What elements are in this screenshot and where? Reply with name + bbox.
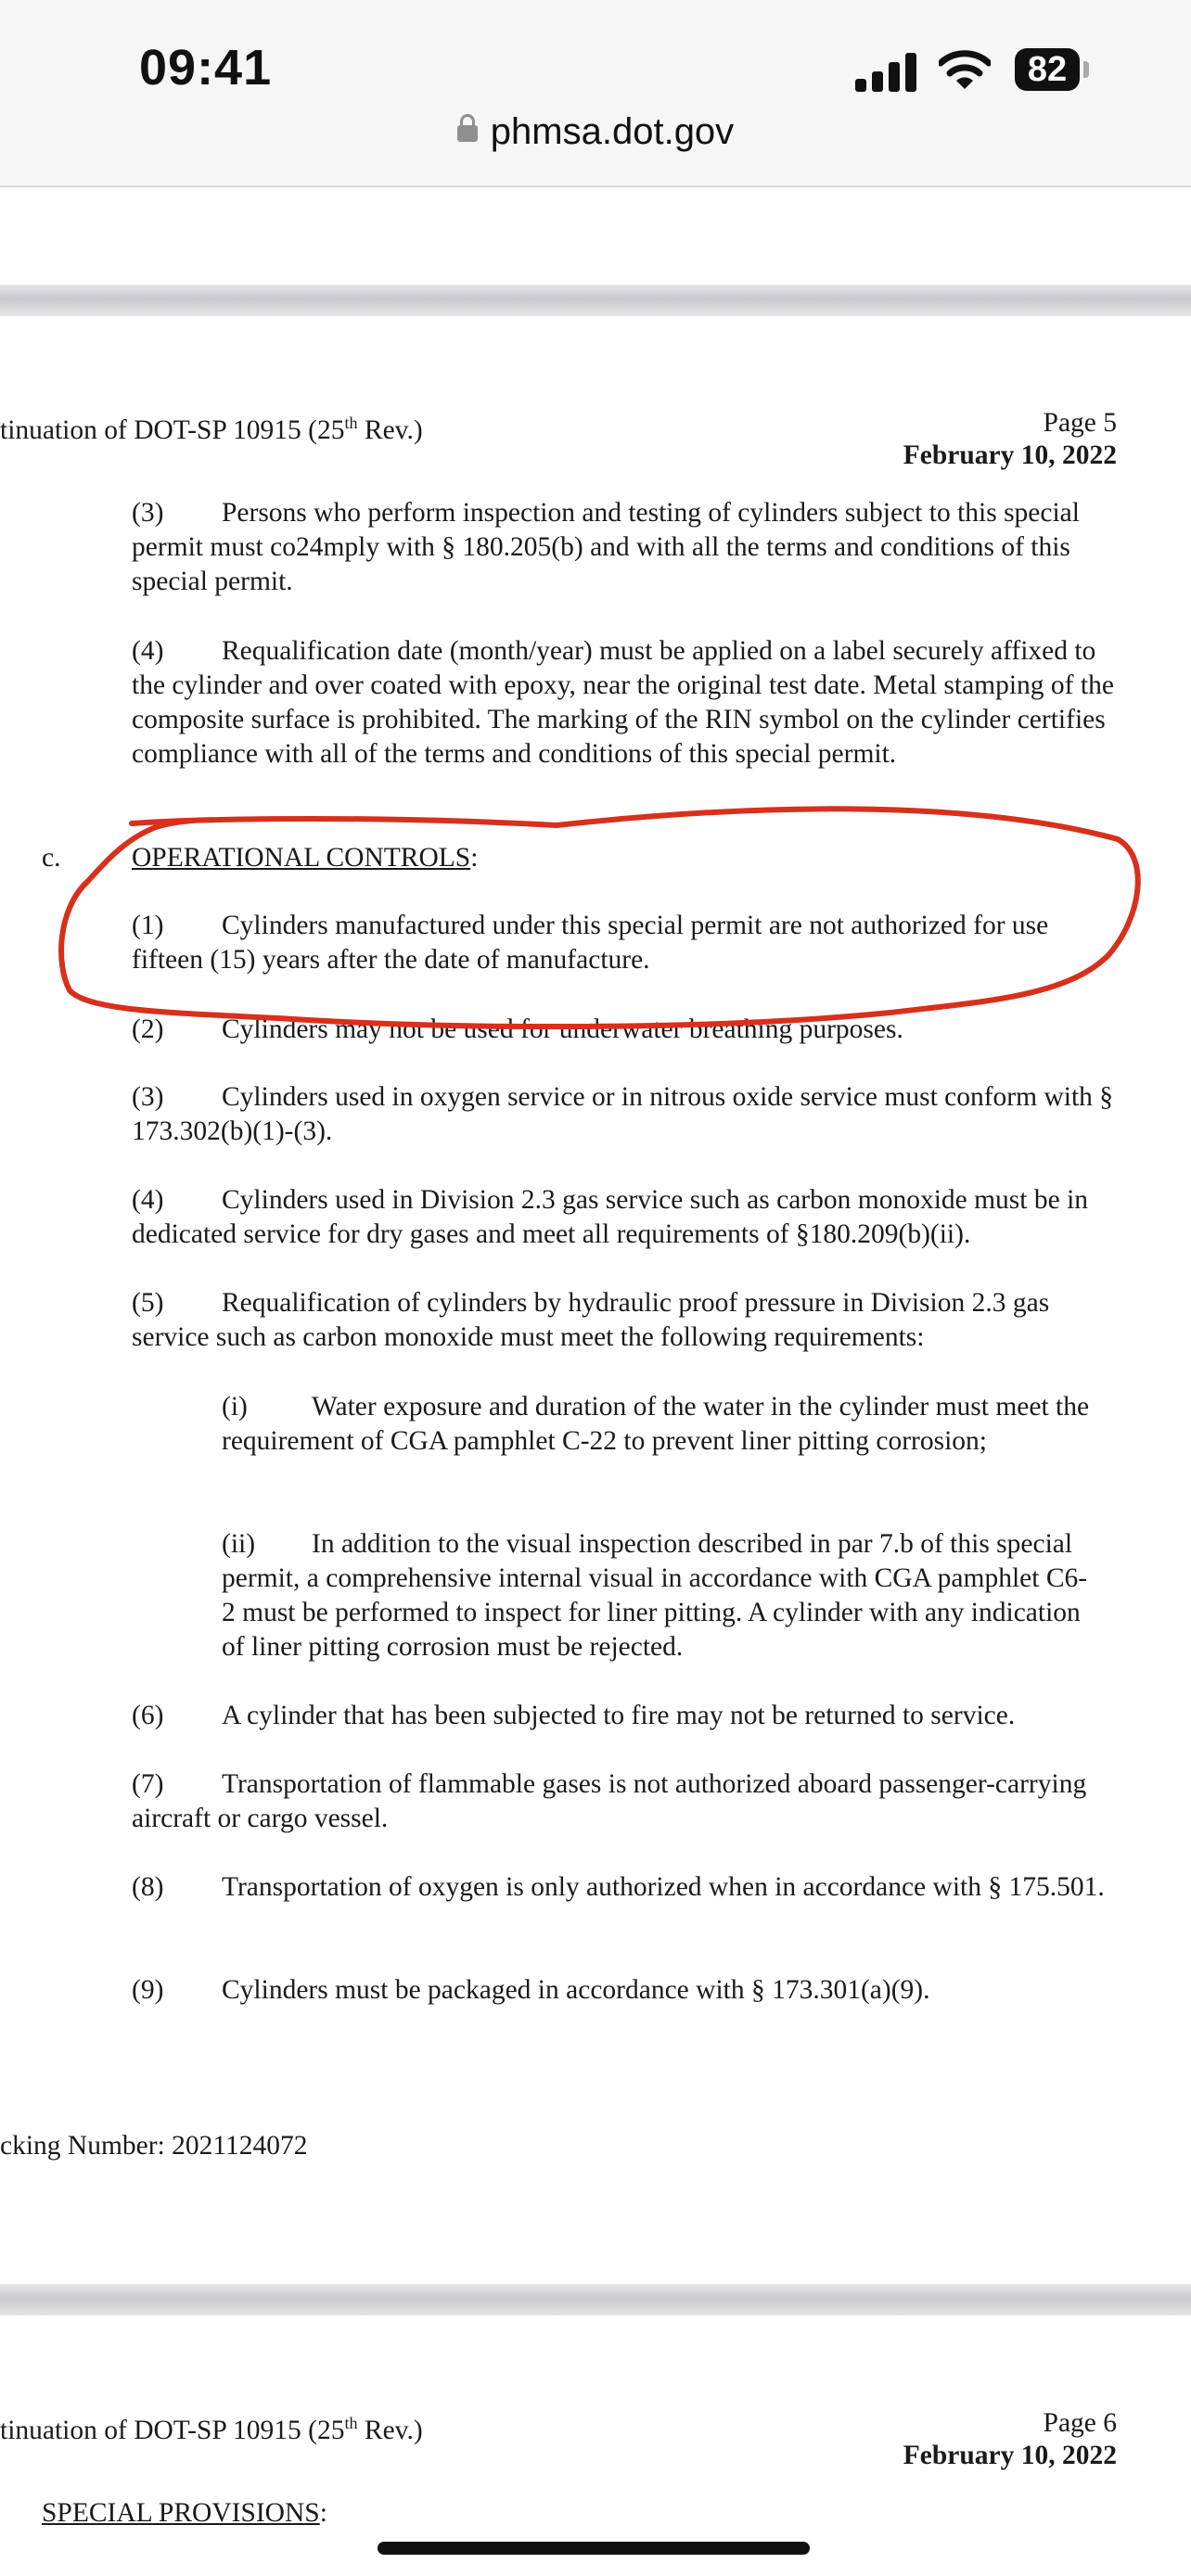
control-4: (4) Cylinders used in Division 2.3 gas service such as carbon monoxide must be in dedicated service for dry gases and meet all requirements of §180.209(b)(ii).	[132, 1185, 1089, 1249]
battery-tip	[1083, 61, 1089, 78]
control-5-subitem-ii: (ii) In addition to the visual inspection described in par 7.b of this special permit, a comprehensive internal visual in accordance with CGA pamphlet C6-2 must be performed to inspect for liner pitting. A cylinder with any indication of liner pitting corrosion must be rejected.	[222, 1529, 1088, 1662]
lock-icon	[457, 125, 478, 142]
cellular-signal-icon	[855, 51, 920, 92]
page-number: Page 5	[1043, 408, 1117, 438]
control-8: (8) Transportation of oxygen is only authorized when in accordance with § 175.501.	[132, 1872, 1105, 1902]
control-7: (7) Transportation of flammable gases is not authorized aboard passenger-carrying aircraft or cargo vessel.	[132, 1769, 1087, 1833]
control-9: (9) Cylinders must be packaged in accordance with § 173.301(a)(9).	[132, 1975, 930, 2005]
paragraph-b4: (4) Requalification date (month/year) must be applied on a label securely affixed to the cylinder and over coated with epoxy, near the original test date. Metal stamping of the composite surface is prohibited. The marking of the RIN symbol on the cylinder certifies compliance with all of the terms and conditions of this special permit.	[132, 636, 1114, 769]
section-heading-special-provisions: SPECIAL PROVISIONS:	[42, 2498, 327, 2528]
page-separator	[0, 285, 1191, 316]
status-time: 09:41	[139, 40, 273, 96]
section-letter: c.	[42, 843, 61, 873]
url-text: phmsa.dot.gov	[490, 111, 735, 152]
control-5: (5) Requalification of cylinders by hydraulic proof pressure in Division 2.3 gas service such as carbon monoxide must meet the following requirements:	[132, 1288, 1050, 1352]
page-date: February 10, 2022	[903, 440, 1117, 470]
page-number: Page 6	[1043, 2408, 1117, 2438]
tracking-number: cking Number: 2021124072	[0, 2131, 308, 2161]
page-date: February 10, 2022	[903, 2441, 1117, 2470]
page-header-continuation: tinuation of DOT-SP 10915 (25th Rev.)	[0, 2414, 423, 2445]
page-header-continuation: tinuation of DOT-SP 10915 (25th Rev.)	[0, 414, 423, 445]
control-1: (1) Cylinders manufactured under this special permit are not authorized for use fifteen (15) years after the date of manufacture.	[132, 911, 1049, 975]
wifi-icon	[939, 48, 991, 91]
paragraph-b3: (3) Persons who perform inspection and testing of cylinders subject to this special permit must co24mply with § 180.205(b) and with all the terms and conditions of this special permit.	[132, 498, 1080, 596]
control-2: (2) Cylinders may not be used for underwater breathing purposes.	[132, 1014, 903, 1044]
control-5-subitem-i: (i) Water exposure and duration of the water in the cylinder must meet the requirement of CGA pamphlet C-22 to prevent liner pitting corrosion;	[222, 1392, 1090, 1456]
page-separator	[0, 2284, 1191, 2315]
control-3: (3) Cylinders used in oxygen service or in nitrous oxide service must conform with § 173.302(b)(1)-(3).	[132, 1082, 1114, 1146]
home-indicator[interactable]	[378, 2542, 810, 2555]
battery-icon: 82	[1015, 48, 1080, 91]
address-bar[interactable]	[0, 111, 1191, 153]
control-6: (6) A cylinder that has been subjected to fire may not be returned to service.	[132, 1701, 1016, 1730]
browser-top-bar	[0, 0, 1191, 187]
section-heading-operational-controls: OPERATIONAL CONTROLS:	[132, 843, 479, 873]
